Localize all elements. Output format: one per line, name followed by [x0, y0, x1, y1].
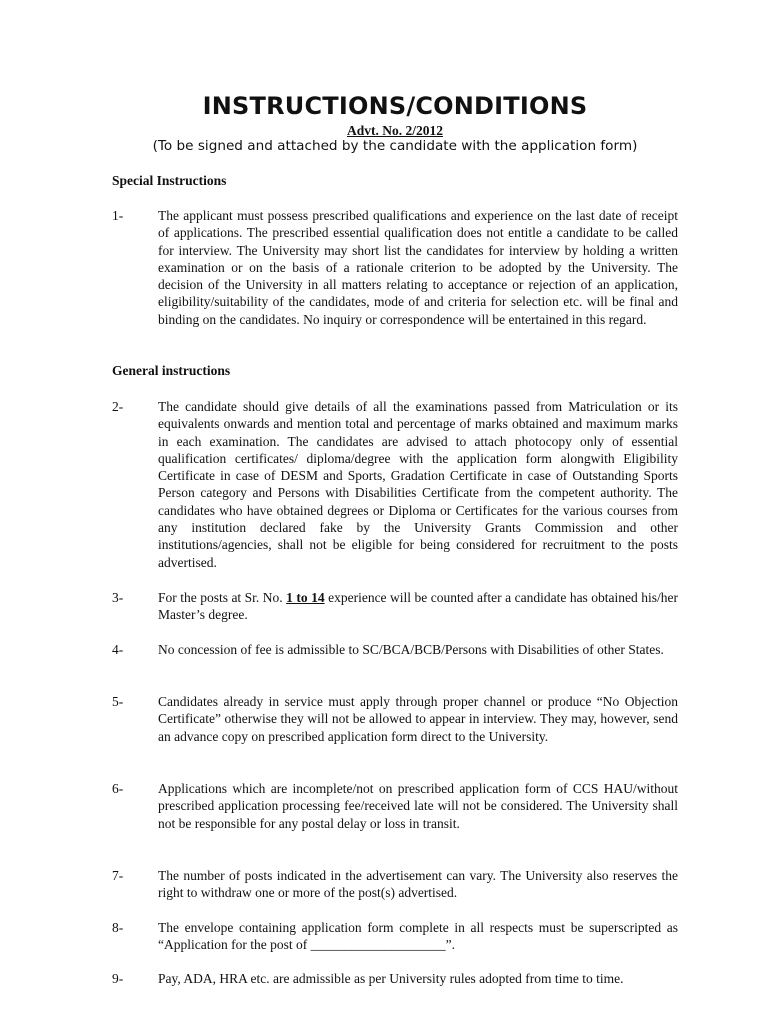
item-number: 2- [112, 399, 124, 414]
item-text: The applicant must possess prescribed qualifications and experience on the last date of receipt of applications. The prescribed essential qualification does not entitle a candidate to be called for interview. The University may short list the candidates for interview by holding a written examination or on the basis of a rationale criterion to be adopted by the University. The decision of the University in all matters relating to acceptance or rejection of an application, eligibility/suitability of the candidates, mode of and criteria for selection etc. will be final and binding on the candidates. No inquiry or correspondence will be entertained in this regard. [158, 208, 678, 327]
item-text: Candidates already in service must apply through proper channel or produce “No Objection Certificate” otherwise they will not be allowed to appear in interview. They may, however, send an advance copy on prescribed application form direct to the University. [158, 694, 678, 744]
item-number: 1- [112, 208, 124, 223]
advertisement-number: Advt. No. 2/2012 [346, 123, 443, 138]
post-range-highlight: 1 to 14 [286, 590, 325, 605]
item-text: No concession of fee is admissible to SC/BCA/BCB/Persons with Disabilities of other States. [158, 642, 664, 657]
item-number: 4- [112, 642, 124, 657]
instruction-item-5 [112, 693, 680, 745]
item-number: 5- [112, 694, 124, 709]
document-title: INSTRUCTIONS/CONDITIONS [202, 92, 588, 120]
item-text: The envelope containing application form complete in all respects must be superscripted as “Application for the post of ____________________”. [158, 920, 678, 953]
signing-note: (To be signed and attached by the candidate with the application form) [152, 138, 638, 154]
instruction-item-2 [112, 398, 680, 571]
instruction-item-8 [112, 919, 680, 954]
general-instructions-heading: General instructions [112, 363, 231, 378]
item-text-after: experience will be counted after a candidate has obtained his/her Master’s degree. [158, 590, 679, 623]
instruction-item-3 [112, 589, 680, 624]
item-text: Pay, ADA, HRA etc. are admissible as per University rules adopted from time to time. [158, 971, 624, 986]
special-instructions-heading: Special Instructions [112, 173, 227, 188]
item-text [158, 589, 678, 624]
item-number: 6- [112, 781, 124, 796]
item-number: 7- [112, 868, 124, 883]
item-text: The candidate should give details of all the examinations passed from Matriculation or its equivalents onwards and mention total and percentage of marks obtained and maximum marks in each examination. The candidates are advised to attach photocopy only of essential qualification certificates/ diploma/degree with the application form alongwith Eligibility Certificate in case of DESM and Sports, Gradation Certificate in case of Outstanding Sports Person category and Persons with Disabilities Certificate from the competent authority. The candidates who have obtained degrees or Diploma or Certificates for the various courses from any institution declared fake by the University Grants Commission and other institutions/agencies, shall not be eligible for being considered for recruitment to the posts advertised. [158, 399, 678, 570]
item-text: Applications which are incomplete/not on prescribed application form of CCS HAU/without prescribed application processing fee/received late will not be considered. The University shall not be responsible for any postal delay or loss in transit. [158, 781, 678, 831]
item-number: 9- [112, 971, 124, 986]
instruction-item-1 [112, 207, 680, 328]
item-text-before: For the posts at Sr. No. [158, 590, 283, 605]
instruction-item-7 [112, 867, 680, 902]
instruction-item-9 [112, 970, 680, 987]
item-text: The number of posts indicated in the advertisement can vary. The University also reserves the right to withdraw one or more of the post(s) advertised. [158, 868, 678, 901]
item-number: 3- [112, 590, 124, 605]
instruction-item-6 [112, 780, 680, 832]
item-number: 8- [112, 920, 124, 935]
instruction-item-4 [112, 641, 680, 658]
